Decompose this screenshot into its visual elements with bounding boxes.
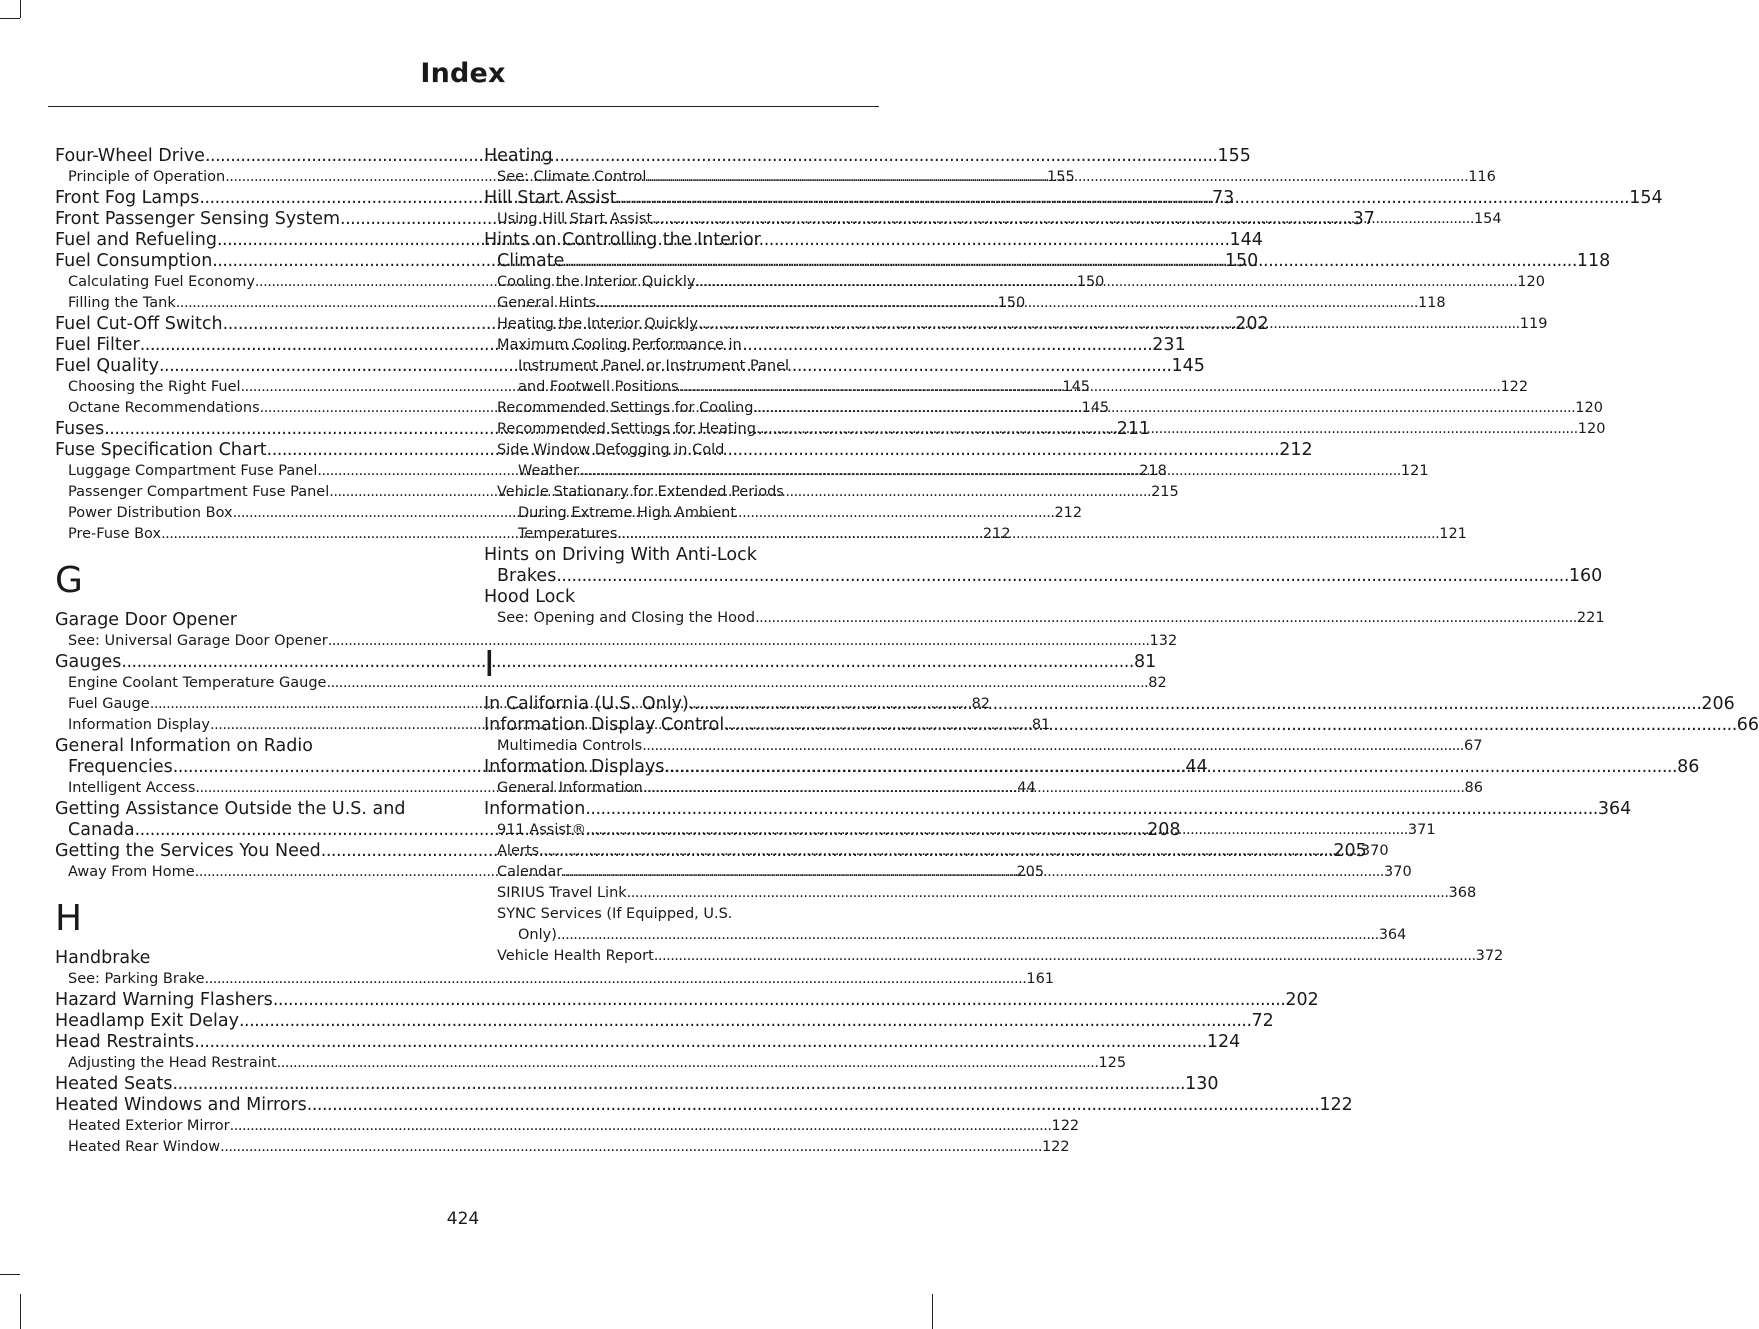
entry-page-number: 122	[1319, 1095, 1353, 1115]
entry-page-number: 364	[1597, 799, 1632, 819]
crop-mark-top-left-vertical	[20, 0, 21, 18]
entry-page-number: 72	[1251, 1011, 1274, 1031]
dot-leader	[756, 419, 1578, 440]
entry-label: Multimedia Controls	[497, 738, 643, 754]
entry-page-number: 211	[1116, 419, 1151, 439]
entry-label: Hazard Warning Flashers	[55, 990, 273, 1010]
entry-label: Handbrake	[55, 948, 151, 968]
index-subentry	[55, 631, 1178, 652]
dot-leader	[689, 694, 1702, 715]
entry-label: Maximum Cooling Performance in	[497, 337, 742, 353]
entry-label: Fuel Gauge	[68, 696, 150, 712]
entry-label: and Footwell Positions	[518, 379, 679, 395]
index-entry	[55, 736, 443, 757]
entry-page-number: 212	[1054, 505, 1083, 521]
entry-label: Fuse Specification Chart	[55, 440, 267, 460]
entry-label: During Extreme High Ambient	[518, 505, 737, 521]
entry-page-number: 122	[1500, 379, 1529, 395]
dot-leader	[579, 461, 1401, 482]
index-subentry	[484, 904, 872, 925]
page-title: Index	[420, 58, 506, 89]
entry-label: Octane Recommendations	[68, 400, 260, 416]
index-subentry	[484, 608, 1605, 629]
crop-mark-bottom-left-horizontal	[0, 1274, 20, 1275]
entry-label: Heated Windows and Mirrors	[55, 1095, 307, 1115]
entry-label: General Information on Radio	[55, 736, 313, 756]
entry-label: Weather	[518, 463, 580, 479]
entry-label: Luggage Compartment Fuse Panel	[68, 463, 318, 479]
crop-mark-top-left-horizontal	[0, 18, 20, 19]
entry-label: General Hints	[497, 295, 597, 311]
entry-label: Hood Lock	[484, 587, 576, 607]
dot-leader	[307, 1095, 1320, 1116]
index-entry	[55, 1074, 1219, 1095]
entry-page-number: 122	[1051, 1118, 1080, 1134]
dot-leader	[556, 566, 1569, 587]
dot-leader	[617, 524, 1439, 545]
entry-label: See: Opening and Closing the Hood	[497, 610, 756, 626]
dot-leader	[220, 1137, 1042, 1158]
entry-label: Getting Assistance Outside the U.S. and	[55, 799, 406, 819]
entry-label: Heating the Interior Quickly	[497, 316, 698, 332]
entry-page-number: 67	[1464, 738, 1483, 754]
index-entry	[484, 566, 1603, 587]
entry-label: Information	[484, 799, 586, 819]
entry-page-number: 121	[1439, 526, 1467, 542]
entry-page-number: 116	[1468, 169, 1496, 185]
entry-label: Recommended Settings for Heating	[497, 421, 756, 437]
entry-label: Frequencies	[68, 757, 173, 777]
dot-leader	[695, 272, 1517, 293]
entry-label: Headlamp Exit Delay	[55, 1011, 239, 1031]
dot-leader	[585, 799, 1598, 820]
entry-page-number: 206	[1701, 694, 1735, 714]
entry-page-number: 231	[1152, 335, 1186, 355]
index-subentry	[55, 1053, 1127, 1074]
dot-leader	[562, 862, 1384, 883]
entry-page-number: 73	[1211, 188, 1235, 208]
entry-page-number: 218	[1139, 463, 1167, 479]
index-entry	[484, 799, 1632, 820]
dot-leader	[194, 1032, 1207, 1053]
entry-page-number: 124	[1206, 1032, 1241, 1052]
dot-leader	[643, 778, 1465, 799]
entry-page-number: 37	[1352, 209, 1375, 229]
entry-label: Gauges	[55, 652, 122, 672]
entry-label: See: Climate Control	[497, 169, 647, 185]
entry-label: Heating	[484, 146, 553, 166]
index-entry	[55, 990, 1319, 1011]
entry-page-number: 81	[1031, 717, 1051, 733]
dot-leader	[205, 969, 1027, 990]
entry-label: Fuel Filter	[55, 335, 140, 355]
index-subentry	[484, 356, 872, 377]
entry-label: Cooling the Interior Quickly	[497, 274, 696, 290]
entry-label: Choosing the Right Fuel	[68, 379, 241, 395]
dot-leader	[665, 757, 1678, 778]
dot-leader	[617, 188, 1630, 209]
entry-label: Heated Exterior Mirror	[68, 1118, 230, 1134]
entry-label: General Information	[497, 780, 643, 796]
dot-leader	[586, 820, 1408, 841]
entry-page-number: 215	[1151, 484, 1179, 500]
dot-leader	[646, 167, 1468, 188]
entry-page-number: 144	[1229, 230, 1263, 250]
entry-label: Canada	[68, 820, 135, 840]
entry-label: Information Displays	[484, 757, 665, 777]
entry-page-number: 120	[1577, 421, 1606, 437]
index-entry	[55, 1011, 1274, 1032]
entry-label: Garage Door Opener	[55, 610, 237, 630]
index-subentry	[484, 883, 1477, 904]
entry-label: Fuses	[55, 419, 105, 439]
index-entry	[484, 230, 872, 251]
index-subentry	[55, 969, 1055, 990]
entry-label: Calculating Fuel Economy	[68, 274, 255, 290]
entry-page-number: 44	[1185, 757, 1208, 777]
entry-label: Calendar	[497, 864, 563, 880]
entry-page-number: 364	[1378, 927, 1407, 943]
entry-label: Hints on Controlling the Interior	[484, 230, 761, 250]
dot-leader	[652, 209, 1474, 230]
entry-label: Only)	[518, 927, 557, 943]
entry-label: Front Passenger Sensing System	[55, 209, 341, 229]
entry-page-number: 125	[1098, 1055, 1127, 1071]
entry-label: Fuel Consumption	[55, 251, 213, 271]
crop-mark-bottom-right-vertical	[932, 1294, 933, 1329]
index-subentry	[484, 440, 872, 461]
entry-label: Fuel Cut-Off Switch	[55, 314, 223, 334]
entry-page-number: 205	[1333, 841, 1367, 861]
entry-label: Temperatures	[518, 526, 618, 542]
entry-label: Heated Seats	[55, 1074, 173, 1094]
entry-label: SYNC Services (If Equipped, U.S.	[497, 906, 733, 922]
entry-page-number: 155	[1217, 146, 1251, 166]
entry-label: Vehicle Health Report	[497, 948, 654, 964]
index-subentry	[55, 1116, 1080, 1137]
dot-leader	[698, 314, 1520, 335]
entry-page-number: 118	[1417, 295, 1446, 311]
entry-page-number: 86	[1464, 780, 1483, 796]
index-entry	[55, 652, 1157, 673]
entry-page-number: 118	[1576, 251, 1611, 271]
entry-label: Climate	[497, 251, 565, 271]
entry-page-number: 119	[1519, 316, 1548, 332]
index-entry	[484, 146, 872, 167]
entry-page-number: 371	[1407, 822, 1436, 838]
index-entry	[484, 587, 872, 608]
entry-page-number: 150	[1076, 274, 1105, 290]
entry-page-number: 221	[1576, 610, 1605, 626]
entry-label: See: Universal Garage Door Opener	[68, 633, 328, 649]
entry-page-number: 202	[1285, 990, 1319, 1010]
entry-label: Filling the Tank	[68, 295, 176, 311]
index-entry	[55, 948, 443, 969]
entry-label: Four-Wheel Drive	[55, 146, 205, 166]
index-entry	[55, 610, 443, 631]
entry-page-number: 81	[1133, 652, 1157, 672]
entry-label: Front Fog Lamps	[55, 188, 200, 208]
page-number: 424	[446, 1209, 480, 1229]
section-letter: H	[55, 898, 83, 939]
entry-label: Passenger Compartment Fuse Panel	[68, 484, 330, 500]
entry-page-number: 208	[1147, 820, 1181, 840]
entry-label: Adjusting the Head Restraint	[68, 1055, 277, 1071]
dot-leader	[277, 1053, 1099, 1074]
index-entry	[55, 1032, 1241, 1053]
entry-label: Information Display Control	[484, 715, 725, 735]
index-subentry	[484, 925, 1407, 946]
dot-leader	[596, 293, 1418, 314]
entry-page-number: 205	[1016, 864, 1045, 880]
entry-label: SIRIUS Travel Link	[497, 885, 627, 901]
entry-page-number: 154	[1473, 211, 1502, 227]
entry-page-number: 122	[1041, 1139, 1070, 1155]
entry-page-number: 368	[1448, 885, 1477, 901]
entry-label: Intelligent Access	[68, 780, 196, 796]
index-entry	[55, 799, 443, 820]
entry-page-number: 370	[1384, 864, 1412, 880]
index-subentry	[484, 946, 1504, 967]
entry-page-number: 66	[1736, 715, 1759, 735]
dot-leader	[239, 1011, 1252, 1032]
dot-leader	[557, 925, 1379, 946]
entry-page-number: 120	[1517, 274, 1545, 290]
entry-page-number: 154	[1629, 188, 1663, 208]
dot-leader	[654, 946, 1476, 967]
entry-label: Head Restraints	[55, 1032, 195, 1052]
index-subentry	[55, 673, 1167, 694]
entry-label: Fuel and Refueling	[55, 230, 217, 250]
title-divider	[48, 106, 879, 107]
entry-label: Power Distribution Box	[68, 505, 233, 521]
entry-label: Instrument Panel or Instrument Panel	[518, 358, 790, 374]
entry-page-number: 44	[1017, 780, 1036, 796]
dot-leader	[564, 251, 1577, 272]
entry-page-number: 155	[1047, 169, 1075, 185]
entry-page-number: 161	[1026, 971, 1055, 987]
entry-page-number: 212	[1279, 440, 1313, 460]
entry-label: Hints on Driving With Anti-Lock	[484, 545, 757, 565]
entry-label: Using Hill Start Assist	[497, 211, 653, 227]
entry-page-number: 132	[1149, 633, 1178, 649]
dot-leader	[724, 715, 1737, 736]
entry-page-number: 150	[997, 295, 1026, 311]
entry-label: See: Parking Brake	[68, 971, 205, 987]
entry-page-number: 370	[1360, 843, 1389, 859]
entry-label: Heated Rear Window	[68, 1139, 221, 1155]
index-subentry	[484, 335, 872, 356]
dot-leader	[173, 1074, 1186, 1095]
entry-label: Information Display	[68, 717, 210, 733]
entry-label: Side Window Defogging in Cold	[497, 442, 725, 458]
index-subentry	[55, 1137, 1070, 1158]
entry-label: In California (U.S. Only)	[484, 694, 689, 714]
entry-page-number: 145	[1171, 356, 1205, 376]
entry-page-number: 86	[1677, 757, 1700, 777]
entry-page-number: 202	[1235, 314, 1269, 334]
index-entry	[484, 545, 872, 566]
dot-leader	[627, 883, 1449, 904]
entry-page-number: 145	[1062, 379, 1091, 395]
entry-page-number: 145	[1081, 400, 1110, 416]
dot-leader	[230, 1116, 1052, 1137]
section-letter: G	[55, 560, 83, 601]
entry-page-number: 160	[1568, 566, 1603, 586]
dot-leader	[753, 398, 1575, 419]
entry-page-number: 82	[971, 696, 991, 712]
crop-mark-bottom-left-vertical	[20, 1294, 21, 1329]
entry-label: 911 Assist®	[497, 822, 587, 838]
dot-leader	[539, 841, 1361, 862]
entry-label: Alerts	[497, 843, 540, 859]
index-entry	[55, 1095, 1353, 1116]
entry-page-number: 120	[1575, 400, 1603, 416]
entry-page-number: 212	[982, 526, 1011, 542]
entry-page-number: 130	[1185, 1074, 1219, 1094]
entry-label: Getting the Services You Need	[55, 841, 321, 861]
dot-leader	[642, 736, 1464, 757]
entry-label: Fuel Quality	[55, 356, 159, 376]
entry-label: Principle of Operation	[68, 169, 226, 185]
entry-label: Engine Coolant Temperature Gauge	[68, 675, 327, 691]
section-letter: I	[484, 644, 495, 685]
dot-leader	[755, 608, 1577, 629]
entry-label: Recommended Settings for Cooling	[497, 400, 754, 416]
dot-leader	[679, 377, 1501, 398]
entry-page-number: 372	[1475, 948, 1504, 964]
entry-label: Brakes	[497, 566, 557, 586]
dot-leader	[273, 990, 1286, 1011]
index-subentry	[484, 482, 872, 503]
index-subentry	[484, 736, 1483, 757]
entry-page-number: 121	[1400, 463, 1429, 479]
entry-page-number: 150	[1224, 251, 1259, 271]
index-subentry	[484, 503, 872, 524]
entry-label: Pre-Fuse Box	[68, 526, 162, 542]
entry-label: Away From Home	[68, 864, 195, 880]
entry-label: Hill Start Assist	[484, 188, 617, 208]
entry-label: Vehicle Stationary for Extended Periods	[497, 484, 784, 500]
entry-page-number: 82	[1148, 675, 1167, 691]
